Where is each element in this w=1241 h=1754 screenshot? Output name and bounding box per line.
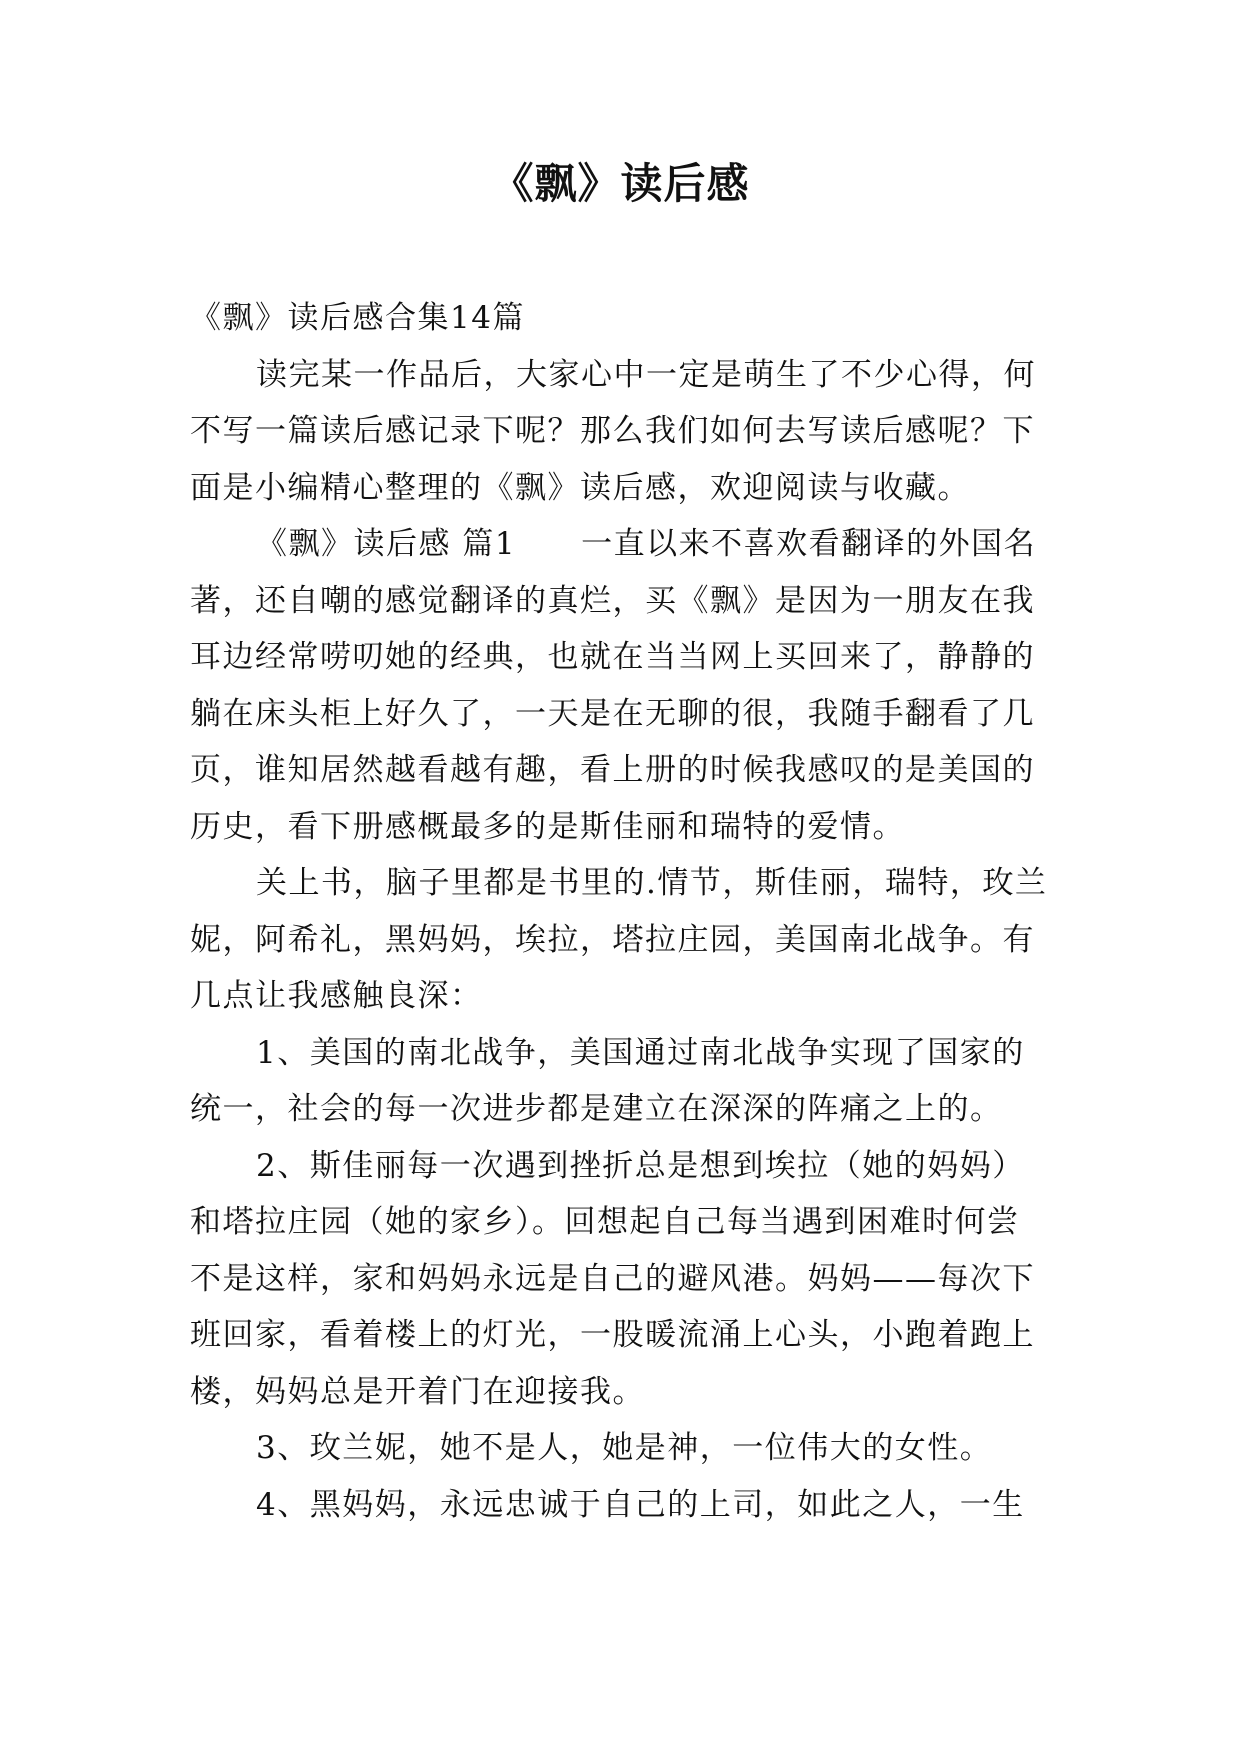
- document-body: [190, 290, 1050, 1533]
- paragraph-point-3: 3、玫兰妮，她不是人，她是神，一位伟大的女性。: [256, 1430, 993, 1466]
- paragraph-essay-1: 《飘》读后感 篇1 一直以来不喜欢看翻译的外国名著，还自嘲的感觉翻译的真烂，买《飘》是因为一朋友在我耳边经常唠叨她的经典，也就在当当网上买回来了，静静的躺在床头柜上好久了，一天是在无聊的很，我随手翻看了几页，谁知居然越看越有趣，看上册的时候我感叹的是美国的历史，看下册感概最多的是斯佳丽和瑞特的爱情。: [190, 526, 1037, 845]
- paragraph-intro: 读完某一作品后，大家心中一定是萌生了不少心得，何不写一篇读后感记录下呢？那么我们如何去写读后感呢？下面是小编精心整理的《飘》读后感，欢迎阅读与收藏。: [190, 356, 1036, 506]
- document-title: 《飘》读后感: [491, 159, 750, 208]
- paragraph-point-4: 4、黑妈妈，永远忠诚于自己的上司，如此之人，一生: [256, 1486, 1025, 1523]
- paragraph-reflection: 关上书，脑子里都是书里的.情节，斯佳丽，瑞特，玫兰妮，阿希礼，黑妈妈，埃拉，塔拉庄园，美国南北战争。有几点让我感触良深：: [190, 865, 1048, 1014]
- paragraph-point-2: 2、斯佳丽每一次遇到挫折总是想到埃拉（她的妈妈）和塔拉庄园（她的家乡）。回想起自己每当遇到困难时何尝不是这样，家和妈妈永远是自己的避风港。妈妈——每次下班回家，看着楼上的灯光，一股暖流涌上心头，小跑着跑上楼，妈妈总是开着门在迎接我。: [190, 1147, 1035, 1410]
- paragraph-point-1: 1、美国的南北战争，美国通过南北战争实现了国家的统一，社会的每一次进步都是建立在深深的阵痛之上的。: [190, 1034, 1025, 1127]
- document-subtitle: 《飘》读后感合集14篇: [190, 300, 525, 336]
